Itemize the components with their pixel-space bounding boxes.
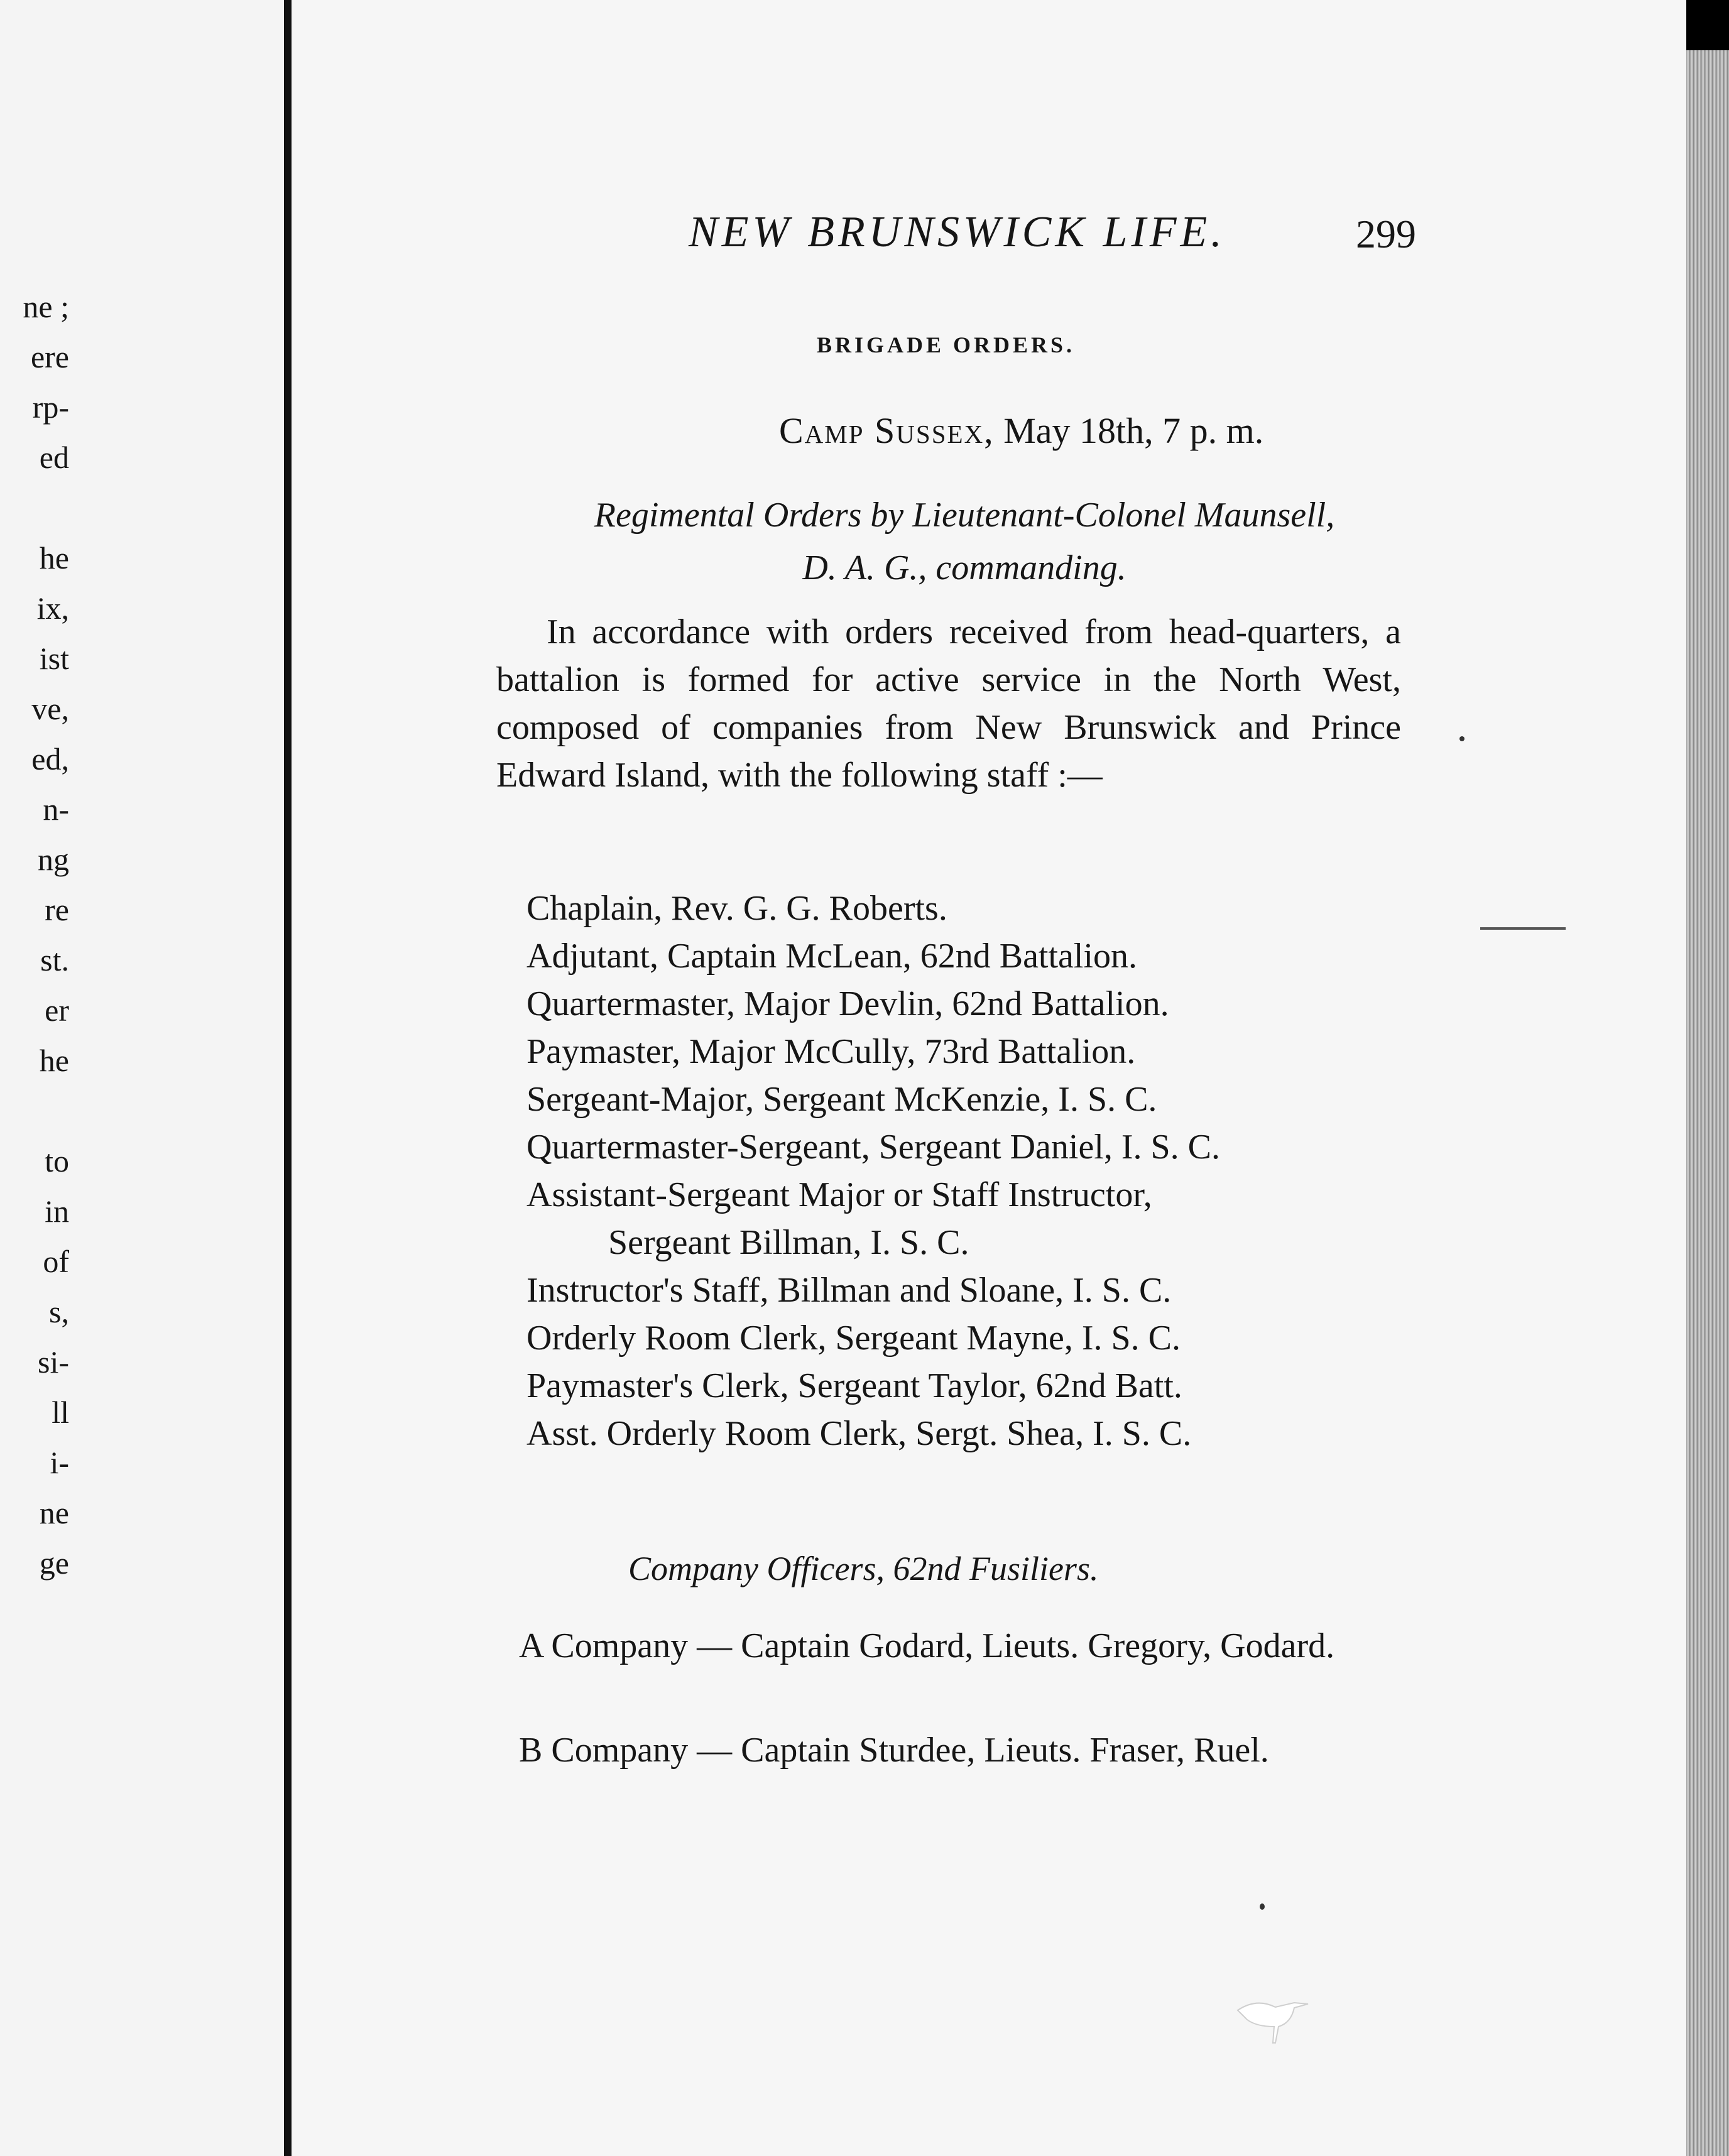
left-fragment: si- xyxy=(38,1344,69,1380)
left-fragment: ed xyxy=(39,440,69,475)
left-fragment: in xyxy=(45,1194,69,1229)
section-title: BRIGADE ORDERS. xyxy=(817,332,1076,357)
intro-paragraph: In accordance with orders received from head-quarters, a battalion is formed for active service in the North West, composed of companies from New Brunswick and Prince Edward Island, with the following staff :— xyxy=(496,612,1401,795)
staff-entry: Quartermaster, Major Devlin, 62nd Battalion. xyxy=(526,984,1169,1023)
left-fragment-gap xyxy=(0,1086,69,1136)
left-fragment: ed, xyxy=(31,741,69,776)
dateline xyxy=(779,410,1263,452)
dateline-place: Camp Sussex, xyxy=(779,410,995,451)
left-fragment: re xyxy=(45,892,69,927)
ink-speck xyxy=(1260,1903,1265,1910)
staff-entry: Instructor's Staff, Billman and Sloane, I. S. C. xyxy=(526,1271,1172,1310)
staff-list xyxy=(526,885,1419,1457)
left-fragment: rp- xyxy=(32,389,69,425)
page-header xyxy=(689,207,1455,264)
orders-heading xyxy=(503,489,1426,594)
page-edges xyxy=(1686,50,1729,2156)
bird-watermark-icon xyxy=(1231,1985,1313,2048)
staff-entry: Asst. Orderly Room Clerk, Sergt. Shea, I. S. C. xyxy=(526,1414,1192,1453)
company-officers-heading: Company Officers, 62nd Fusiliers. xyxy=(628,1550,1099,1587)
staff-entry: Paymaster's Clerk, Sergeant Taylor, 62nd Batt. xyxy=(526,1366,1182,1405)
left-fragment: ne xyxy=(39,1495,69,1530)
left-fragment: he xyxy=(39,1043,69,1078)
left-fragment: n- xyxy=(43,792,69,827)
left-fragment: s, xyxy=(49,1294,69,1329)
staff-entry: Assistant-Sergeant Major or Staff Instructor, xyxy=(526,1175,1152,1214)
left-fragment: to xyxy=(45,1143,69,1179)
staff-entry-continuation: Sergeant Billman, I. S. C. xyxy=(608,1223,969,1262)
staff-entry: Adjutant, Captain McLean, 62nd Battalion. xyxy=(526,937,1138,976)
left-fragment: ix, xyxy=(36,591,69,626)
left-fragment: ll xyxy=(52,1395,69,1430)
left-fragment: ge xyxy=(39,1545,69,1581)
left-page xyxy=(0,0,284,2156)
left-fragment-gap xyxy=(0,482,69,533)
left-page-text-fragments xyxy=(0,281,69,1588)
left-fragment: er xyxy=(45,993,69,1028)
page-number: 299 xyxy=(1356,212,1416,256)
staff-entry: Sergeant-Major, Sergeant McKenzie, I. S. C. xyxy=(526,1080,1157,1119)
left-fragment: ne ; xyxy=(23,289,69,324)
left-fragment: ve, xyxy=(31,691,69,726)
company-entry: A Company — Captain Godard, Lieuts. Gregory, Godard. xyxy=(519,1626,1335,1665)
orders-heading-line: Regimental Orders by Lieutenant-Colonel Maunsell, xyxy=(594,496,1335,535)
staff-entry: Orderly Room Clerk, Sergeant Mayne, I. S. C. xyxy=(526,1319,1181,1358)
staff-entry: Chaplain, Rev. G. G. Roberts. xyxy=(526,889,947,928)
running-title: NEW BRUNSWICK LIFE. xyxy=(689,208,1226,256)
margin-mark xyxy=(1480,927,1566,930)
staff-entry: Quartermaster-Sergeant, Sergeant Daniel, I. S. C. xyxy=(526,1128,1221,1167)
left-fragment: ere xyxy=(30,339,69,374)
left-fragment: i- xyxy=(50,1445,69,1480)
book-spine xyxy=(284,0,292,2156)
orders-heading-line: D. A. G., commanding. xyxy=(802,548,1126,587)
company-entry: B Company — Captain Sturdee, Lieuts. Fraser, Ruel. xyxy=(519,1731,1269,1770)
staff-entry: Paymaster, Major McCully, 73rd Battalion. xyxy=(526,1032,1136,1071)
left-fragment: ist xyxy=(39,641,69,676)
dateline-date-time: May 18th, 7 p. m. xyxy=(1003,410,1264,451)
ink-speck xyxy=(1459,736,1464,741)
left-fragment: ng xyxy=(38,842,69,877)
left-fragment: he xyxy=(39,540,69,575)
left-fragment: st. xyxy=(40,942,69,977)
left-fragment: of xyxy=(43,1244,69,1279)
